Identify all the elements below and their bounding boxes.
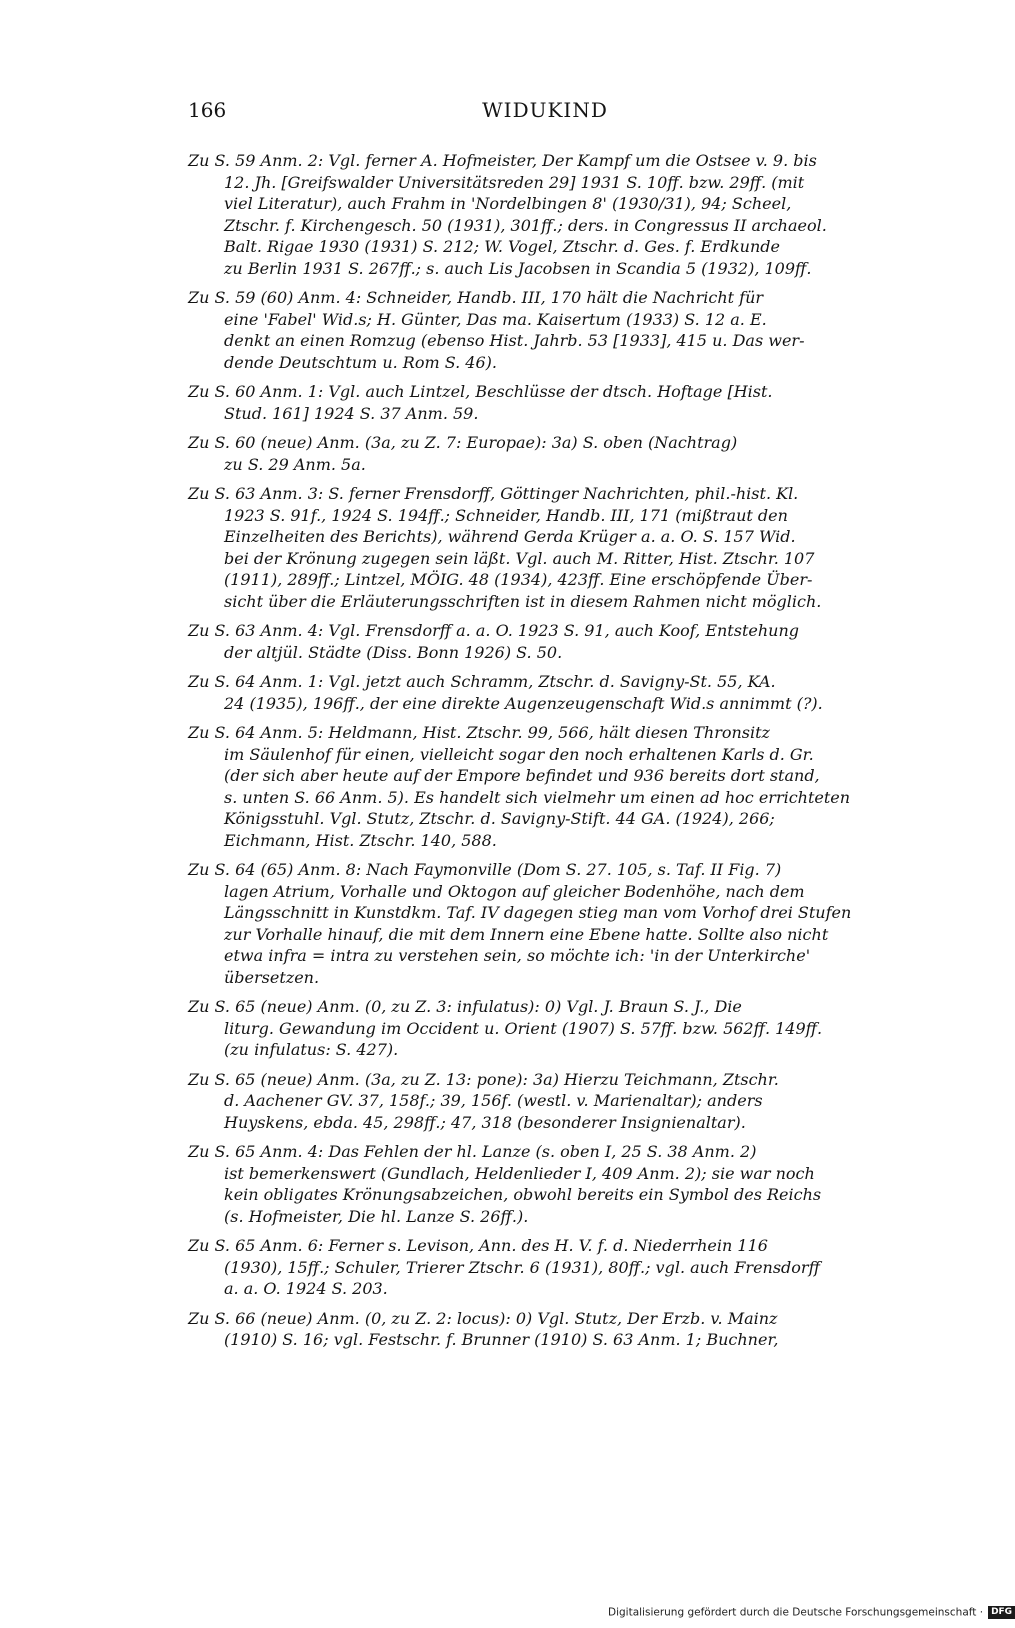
- note-line: Zu S. 63 Anm. 4: Vgl. Frensdorff a. a. O. 1923 S. 91, auch Koof, Entstehung: [188, 621, 799, 640]
- note-entry: [188, 483, 902, 612]
- note-line: eine 'Fabel' Wid.s; H. Günter, Das ma. Kaisertum (1933) S. 12 a. E.: [224, 309, 767, 329]
- note-line: Balt. Rigae 1930 (1931) S. 212; W. Vogel, Ztschr. d. Ges. f. Erdkunde: [224, 237, 780, 256]
- note-line: 1923 S. 91f., 1924 S. 194ff.; Schneider, Handb. III, 171 (mißtraut den: [224, 505, 788, 525]
- note-entry: [188, 1141, 902, 1227]
- note-line: ist bemerkenswert (Gundlach, Heldenlieder I, 409 Anm. 2); sie war noch: [224, 1163, 815, 1183]
- note-entry: [188, 722, 902, 851]
- note-line: Huyskens, ebda. 45, 298ff.; 47, 318 (besonderer Insignienaltar).: [224, 1112, 746, 1132]
- note-line: Zu S. 60 Anm. 1: Vgl. auch Lintzel, Beschlüsse der dtsch. Hoftage [Hist.: [188, 382, 773, 401]
- note-line: denkt an einen Romzug (ebenso Hist. Jahrb. 53 [1933], 415 u. Das wer-: [224, 331, 805, 350]
- note-line: (s. Hofmeister, Die hl. Lanze S. 26ff.).: [224, 1206, 529, 1226]
- note-line: (zu infulatus: S. 427).: [224, 1040, 399, 1059]
- note-line: zu Berlin 1931 S. 267ff.; s. auch Lis Jacobsen in Scandia 5 (1932), 109ff.: [224, 258, 812, 278]
- note-line: Zu S. 59 (60) Anm. 4: Schneider, Handb. III, 170 hält die Nachricht für: [188, 288, 764, 307]
- note-line: zur Vorhalle hinauf, die mit dem Innern eine Ebene hatte. Sollte also nicht: [224, 924, 829, 944]
- footer: [608, 1606, 1015, 1619]
- note-line: Zu S. 59 Anm. 2: Vgl. ferner A. Hofmeister, Der Kampf um die Ostsee v. 9. bis: [188, 151, 817, 170]
- note-line: zu S. 29 Anm. 5a.: [224, 454, 366, 474]
- note-line: 24 (1935), 196ff., der eine direkte Augenzeugenschaft Wid.s annimmt (?).: [224, 693, 823, 713]
- note-line: 12. Jh. [Greifswalder Universitätsreden 29] 1931 S. 10ff. bzw. 29ff. (mit: [224, 172, 805, 192]
- note-line: (1910) S. 16; vgl. Festschr. f. Brunner (1910) S. 63 Anm. 1; Buchner,: [224, 1330, 779, 1349]
- note-line: Zu S. 65 (neue) Anm. (0, zu Z. 3: infulatus): 0) Vgl. J. Braun S. J., Die: [188, 997, 742, 1016]
- page-number: 166: [188, 98, 227, 122]
- note-entry: [188, 1235, 902, 1300]
- footer-credit: Digitalisierung gefördert durch die Deutsche Forschungsgemeinschaft ·: [608, 1606, 984, 1619]
- note-line: (1930), 15ff.; Schuler, Trierer Ztschr. 6 (1931), 80ff.; vgl. auch Frensdorff: [224, 1257, 820, 1277]
- page-header: [188, 98, 902, 124]
- note-entry: [188, 996, 902, 1061]
- note-line: (der sich aber heute auf der Empore befindet und 936 bereits dort stand,: [224, 766, 820, 785]
- note-line: Zu S. 66 (neue) Anm. (0, zu Z. 2: locus): 0) Vgl. Stutz, Der Erzb. v. Mainz: [188, 1308, 778, 1328]
- note-line: Zu S. 63 Anm. 3: S. ferner Frensdorff, Göttinger Nachrichten, phil.-hist. Kl.: [188, 484, 799, 503]
- running-title: WIDUKIND: [482, 98, 608, 122]
- note-line: Zu S. 64 Anm. 5: Heldmann, Hist. Ztschr. 99, 566, hält diesen Thronsitz: [188, 723, 770, 742]
- note-line: Zu S. 65 (neue) Anm. (3a, zu Z. 13: pone): 3a) Hierzu Teichmann, Ztschr.: [188, 1069, 779, 1089]
- note-line: Zu S. 65 Anm. 4: Das Fehlen der hl. Lanze (s. oben I, 25 S. 38 Anm. 2): [188, 1142, 757, 1161]
- notes-section: [188, 150, 902, 1359]
- note-line: Zu S. 65 Anm. 6: Ferner s. Levison, Ann. des H. V. f. d. Niederrhein 116: [188, 1236, 768, 1255]
- note-line: Königsstuhl. Vgl. Stutz, Ztschr. d. Savigny-Stift. 44 GA. (1924), 266;: [224, 809, 775, 828]
- note-line: dende Deutschtum u. Rom S. 46).: [224, 352, 497, 372]
- note-line: Zu S. 64 Anm. 1: Vgl. jetzt auch Schramm, Ztschr. d. Savigny-St. 55, KA.: [188, 672, 776, 691]
- note-line: Eichmann, Hist. Ztschr. 140, 588.: [224, 830, 497, 850]
- dfg-logo: DFG: [988, 1606, 1015, 1619]
- note-line: Ztschr. f. Kirchengesch. 50 (1931), 301ff.; ders. in Congressus II archaeol.: [224, 215, 827, 235]
- note-entry: [188, 620, 902, 663]
- note-line: der altjül. Städte (Diss. Bonn 1926) S. 50.: [224, 642, 563, 662]
- note-line: s. unten S. 66 Anm. 5). Es handelt sich vielmehr um einen ad hoc errichteten: [224, 787, 851, 807]
- note-entry: [188, 287, 902, 373]
- note-entry: [188, 1069, 902, 1134]
- note-line: sicht über die Erläuterungsschriften ist in diesem Rahmen nicht möglich.: [224, 591, 822, 611]
- note-line: a. a. O. 1924 S. 203.: [224, 1279, 388, 1298]
- note-line: Einzelheiten des Berichts), während Gerda Krüger a. a. O. S. 157 Wid.: [224, 527, 796, 546]
- note-line: bei der Krönung zugegen sein läßt. Vgl. auch M. Ritter, Hist. Ztschr. 107: [224, 548, 815, 568]
- note-line: d. Aachener GV. 37, 158f.; 39, 156f. (westl. v. Marienaltar); anders: [224, 1091, 763, 1110]
- note-line: lagen Atrium, Vorhalle und Oktogon auf gleicher Bodenhöhe, nach dem: [224, 881, 805, 901]
- note-line: kein obligates Krönungsabzeichen, obwohl bereits ein Symbol des Reichs: [224, 1185, 822, 1204]
- note-line: Längsschnitt in Kunstdkm. Taf. IV dagegen stieg man vom Vorhof drei Stufen: [224, 903, 852, 922]
- note-line: liturg. Gewandung im Occident u. Orient (1907) S. 57ff. bzw. 562ff. 149ff.: [224, 1018, 823, 1038]
- note-entry: [188, 381, 902, 424]
- note-entry: [188, 859, 902, 988]
- note-line: Zu S. 64 (65) Anm. 8: Nach Faymonville (Dom S. 27. 105, s. Taf. II Fig. 7): [188, 860, 782, 879]
- note-line: übersetzen.: [224, 967, 320, 987]
- note-line: im Säulenhof für einen, vielleicht sogar den noch erhaltenen Karls d. Gr.: [224, 744, 814, 764]
- note-entry: [188, 1308, 902, 1351]
- note-entry: [188, 671, 902, 714]
- note-line: (1911), 289ff.; Lintzel, MÖIG. 48 (1934), 423ff. Eine erschöpfende Über-: [224, 570, 813, 589]
- note-line: Zu S. 60 (neue) Anm. (3a, zu Z. 7: Europae): 3a) S. oben (Nachtrag): [188, 433, 738, 452]
- note-entry: [188, 432, 902, 475]
- note-line: viel Literatur), auch Frahm in 'Nordelbingen 8' (1930/31), 94; Scheel,: [224, 194, 792, 213]
- note-entry: [188, 150, 902, 279]
- note-line: Stud. 161] 1924 S. 37 Anm. 59.: [224, 403, 479, 423]
- note-line: etwa infra = intra zu verstehen sein, so möchte ich: 'in der Unterkirche': [224, 946, 811, 965]
